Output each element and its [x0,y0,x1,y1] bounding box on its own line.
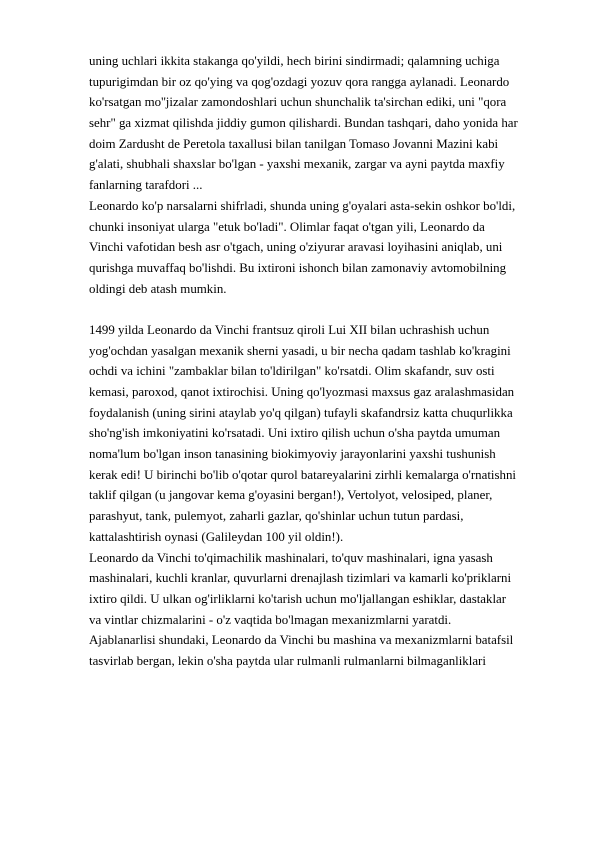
text-line: parashyut, tank, pulemyot, zaharli gazlar, qo'shinlar uchun tutun pardasi, [89,509,464,524]
text-line: ochdi va ichini "zambaklar bilan to'ldirilgan" ko'rsatdi. Olim skafandr, suv osti [89,364,495,379]
text-line: noma'lum bo'lgan inson tanasining biokimyoviy jarayonlarini yaxshi tushunish [89,447,496,462]
paragraph [89,320,559,548]
text-line: sho'ng'ish imkoniyatini ko'rsatadi. Uni ixtiro qilish uchun o'sha paytda umuman [89,426,501,441]
text-line: kerak edi! U birinchi bo'lib o'qotar qurol batareyalarini zirhli kemalarga o'rnatishni [89,467,516,482]
text-line: Ajablanarlisi shundaki, Leonardo da Vinchi bu mashina va mexanizmlarni batafsil [89,633,514,648]
text-line: ixtiro qildi. U ulkan og'irliklarni ko'tarish uchun mo'ljallangan eshiklar, dastaklar [89,591,507,606]
paragraph-spacer [89,299,559,320]
text-line: fanlarning tarafdori ... [89,178,203,193]
text-line: qurishga muvaffaq bo'lishdi. Bu ixtironi ishonch bilan zamonaviy avtomobilning [89,260,507,275]
paragraph [89,630,559,671]
text-line: va vintlar chizmalarini - o'z vaqtida bo'lmagan mexanizmlarni yaratdi. [89,612,452,627]
text-line: yog'ochdan yasalgan mexanik sherni yasadi, u bir necha qadam tashlab ko'kragini [89,343,511,358]
text-line: doim Zardusht de Peretola taxallusi bilan tanilgan Tomaso Jovanni Mazini kabi [89,136,499,151]
text-line: oldingi deb atash mumkin. [89,281,227,296]
text-line: kemasi, paroxod, qanot ixtirochisi. Uning qo'lyozmasi maxsus gaz aralashmasidan [89,385,515,399]
text-line: foydalanish (uning sirini ataylab yo'q qilgan) tufayli skafandrsiz katta chuqurlikka [89,405,513,420]
paragraph [89,196,559,299]
text-line: 1499 yilda Leonardo da Vinchi frantsuz qiroli Lui XII bilan uchrashish uchun [89,322,490,337]
text-line: taklif qilgan (u jangovar kema g'oyasini bergan!), Vertolyot, velosiped, planer, [89,488,493,503]
text-line: tupurigimdan bir oz qo'ying va qog'ozdagi yozuv qora rangga aylanadi. Leonardo [89,74,510,89]
text-line: Vinchi vafotidan besh asr o'tgach, uning o'ziyurar aravasi loyihasini aniqlab, uni [89,240,503,255]
text-line: g'alati, shubhali shaxslar bo'lgan - yaxshi mexanik, zargar va ayni paytda maxfiy [89,157,505,172]
text-line: ko'rsatgan mo''jizalar zamondoshlari uchun shunchalik ta'sirchan ediki, uni "qora [89,95,507,110]
text-line: sehr" ga xizmat qilishda jiddiy gumon qilishardi. Bundan tashqari, daho yonida har [89,116,518,131]
paragraph [89,51,559,196]
text-line: Leonardo ko'p narsalarni shifrladi, shunda uning g'oyalari asta-sekin oshkor bo'ldi, [89,198,516,213]
text-line: chunki insoniyat ularga "etuk bo'ladi". Olimlar faqat o'tgan yili, Leonardo da [89,219,485,234]
document-body [89,51,559,672]
text-line: kattalashtirish oynasi (Galileydan 100 yil oldin!). [89,529,344,544]
text-line: mashinalari, kuchli kranlar, quvurlarni drenajlash tizimlari va kamarli ko'priklarni [89,571,512,586]
paragraph [89,548,559,631]
text-line: tasvirlab bergan, lekin o'sha paytda ular rulmanli rulmanlarni bilmaganliklari [89,653,486,668]
text-line: uning uchlari ikkita stakanga qo'yildi, hech birini sindirmadi; qalamning uchiga [89,54,500,68]
text-line: Leonardo da Vinchi to'qimachilik mashinalari, to'quv mashinalari, igna yasash [89,550,493,565]
